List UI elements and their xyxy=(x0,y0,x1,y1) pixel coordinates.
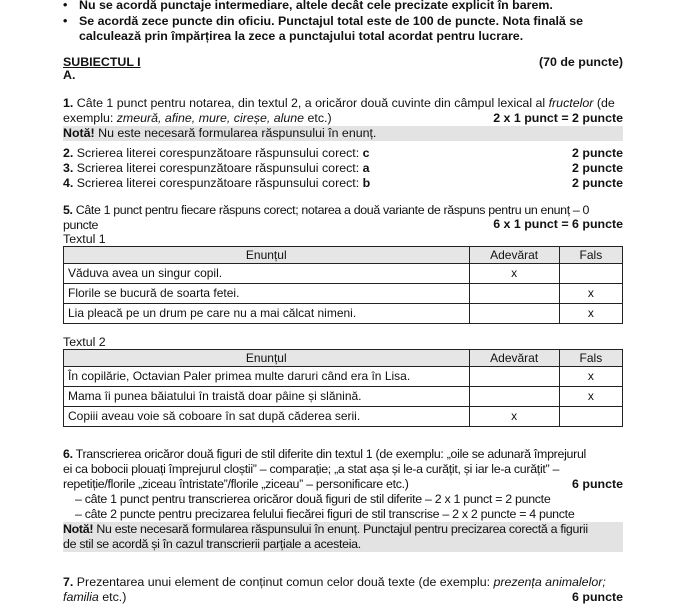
true-cell xyxy=(469,367,559,387)
note-text: Nu este necesară formularea răspunsului în enunț. Punctajul pentru precizarea corectă a figurii xyxy=(93,522,588,536)
item-5-score-line xyxy=(63,217,623,232)
false-cell: x xyxy=(559,387,622,407)
item-score: 2 puncte xyxy=(572,146,623,160)
false-cell xyxy=(559,264,622,284)
text-2-label: Textul 2 xyxy=(63,335,106,349)
item-number: 2. xyxy=(63,146,74,160)
table-header-row xyxy=(64,350,623,367)
item-6 xyxy=(63,447,623,552)
item-row xyxy=(63,146,623,161)
item-text: Câte 1 punct pentru fiecare răspuns corect; notarea a două variante de răspuns pentru un enunț – 0 puncte xyxy=(63,203,590,232)
table-row xyxy=(64,407,623,427)
item-text: Scrierea literei corespunzătoare răspunsului corect: xyxy=(76,176,363,190)
header-false: Fals xyxy=(559,247,622,264)
statement-cell: Mama îi punea băiatului în traistă doar pâine și slănină. xyxy=(64,387,470,407)
item-7 xyxy=(63,575,623,605)
item-text: etc.) xyxy=(304,111,332,125)
note-text: de stil se acordă și în cazul transcrierii parțiale a acesteia. xyxy=(63,537,361,551)
item-6-note xyxy=(63,522,623,552)
statement-cell: În copilărie, Octavian Paler primea multe daruri când era în Lisa. xyxy=(64,367,470,387)
item-text: ei ca bobocii plouați împrejurul cloștii” – comparație; „a stat așa și le-a curățit, și iar le-a curățit” – xyxy=(63,462,560,476)
item-text: Scrierea literei corespunzătoare răspunsului corect: xyxy=(76,161,363,175)
header-statement: Enunțul xyxy=(64,247,470,264)
item-answer: a xyxy=(362,161,370,175)
item-text-italic: prezența animalelor; xyxy=(493,575,606,589)
note-text: Nu este necesară formularea răspunsului în enunț. xyxy=(94,126,377,140)
item-number: 1. xyxy=(63,96,74,110)
item-subscore: – câte 2 puncte pentru precizarea felului fiecărei figuri de stil transcrise – 2 x 2 puncte = 4 puncte xyxy=(75,507,575,521)
item-text-italic: fructelor xyxy=(548,96,594,110)
item-score: 6 x 1 punct = 6 puncte xyxy=(493,217,623,231)
item-row xyxy=(63,161,623,176)
text-1-label: Textul 1 xyxy=(63,232,106,246)
false-cell xyxy=(559,407,622,427)
table-row xyxy=(64,387,623,407)
false-cell: x xyxy=(559,304,622,324)
bullet-text: Nu se acordă punctaje intermediare, altele decât cele precizate explicit în barem. xyxy=(79,0,553,12)
section-label: A. xyxy=(63,68,76,82)
true-cell xyxy=(469,387,559,407)
item-score: 2 puncte xyxy=(572,176,623,190)
item-text: exemplu: xyxy=(63,111,117,125)
table-row xyxy=(64,264,623,284)
bullet-item xyxy=(63,0,623,13)
bullet-icon: • xyxy=(63,0,68,12)
item-text: etc.) xyxy=(98,590,127,604)
text-1-table xyxy=(63,246,623,324)
item-subscore: – câte 1 punct pentru transcrierea oricăror două figuri de stil diferite – 2 x 1 punct = 2 puncte xyxy=(75,492,551,506)
header-false: Fals xyxy=(559,350,622,367)
subject-title: SUBIECTUL I xyxy=(63,55,141,69)
table-row xyxy=(64,304,623,324)
item-number: 4. xyxy=(63,176,74,190)
false-cell: x xyxy=(559,367,622,387)
false-cell: x xyxy=(559,284,622,304)
item-row xyxy=(63,176,623,191)
item-score: 2 x 1 punct = 2 puncte xyxy=(493,111,623,125)
true-cell xyxy=(469,284,559,304)
item-answer: b xyxy=(362,176,371,190)
item-1-line1 xyxy=(63,96,623,111)
item-number: 6. xyxy=(63,447,73,461)
item-1 xyxy=(63,96,623,141)
bullet-icon: • xyxy=(63,14,68,28)
item-text-italic: zmeură, afine, mure, cireșe, alune xyxy=(116,111,305,125)
item-text-italic: familia xyxy=(63,590,99,604)
bullet-item xyxy=(63,14,623,44)
subject-points: (70 de puncte) xyxy=(539,55,623,69)
table-header-row xyxy=(64,247,623,264)
item-answer: c xyxy=(362,146,370,160)
item-text: (de xyxy=(593,96,615,110)
item-text: Câte 1 punct pentru notarea, din textul 2, a oricăror două cuvinte din câmpul lexical al xyxy=(76,96,549,110)
item-number: 3. xyxy=(63,161,74,175)
true-cell: x xyxy=(469,407,559,427)
header-true: Adevărat xyxy=(469,247,559,264)
statement-cell: Florile se bucură de soarta fetei. xyxy=(64,284,470,304)
bullet-text: Se acordă zece puncte din oficiu. Punctajul total este de 100 de puncte. Nota finală se calculează prin împărțirea la zece a punctajului total acordat pentru lucrare. xyxy=(79,14,584,43)
item-1-line2 xyxy=(63,111,623,126)
statement-cell: Văduva avea un singur copil. xyxy=(64,264,470,284)
item-1-note xyxy=(63,126,623,141)
note-label: Notă! xyxy=(63,126,95,140)
item-text: Prezentarea unui element de conținut comun celor două texte (de exemplu: xyxy=(76,575,494,589)
item-text: Transcrierea oricăror două figuri de stil diferite din textul 1 (de exemplu: „oile se adunară împrejurul xyxy=(75,447,587,461)
statement-cell: Copiii aveau voie să coboare în sat după căderea serii. xyxy=(64,407,470,427)
true-cell: x xyxy=(469,264,559,284)
item-score: 6 puncte xyxy=(572,590,623,604)
table-row xyxy=(64,284,623,304)
header-true: Adevărat xyxy=(469,350,559,367)
items-2-4 xyxy=(63,146,623,191)
item-text: Scrierea literei corespunzătoare răspunsului corect: xyxy=(76,146,363,160)
item-score: 2 puncte xyxy=(572,161,623,175)
header-statement: Enunțul xyxy=(64,350,470,367)
note-label: Notă! xyxy=(63,522,94,536)
text-2-table xyxy=(63,349,623,427)
statement-cell: Lia pleacă pe un drum pe care nu a mai călcat nimeni. xyxy=(64,304,470,324)
item-number: 7. xyxy=(63,575,74,589)
table-row xyxy=(64,367,623,387)
item-text: repetiție/florile „ziceau întristate”/florile „ziceau” – personificare etc.) xyxy=(63,477,409,491)
true-cell xyxy=(469,304,559,324)
item-score: 6 puncte xyxy=(572,477,623,491)
item-number: 5. xyxy=(63,203,73,217)
